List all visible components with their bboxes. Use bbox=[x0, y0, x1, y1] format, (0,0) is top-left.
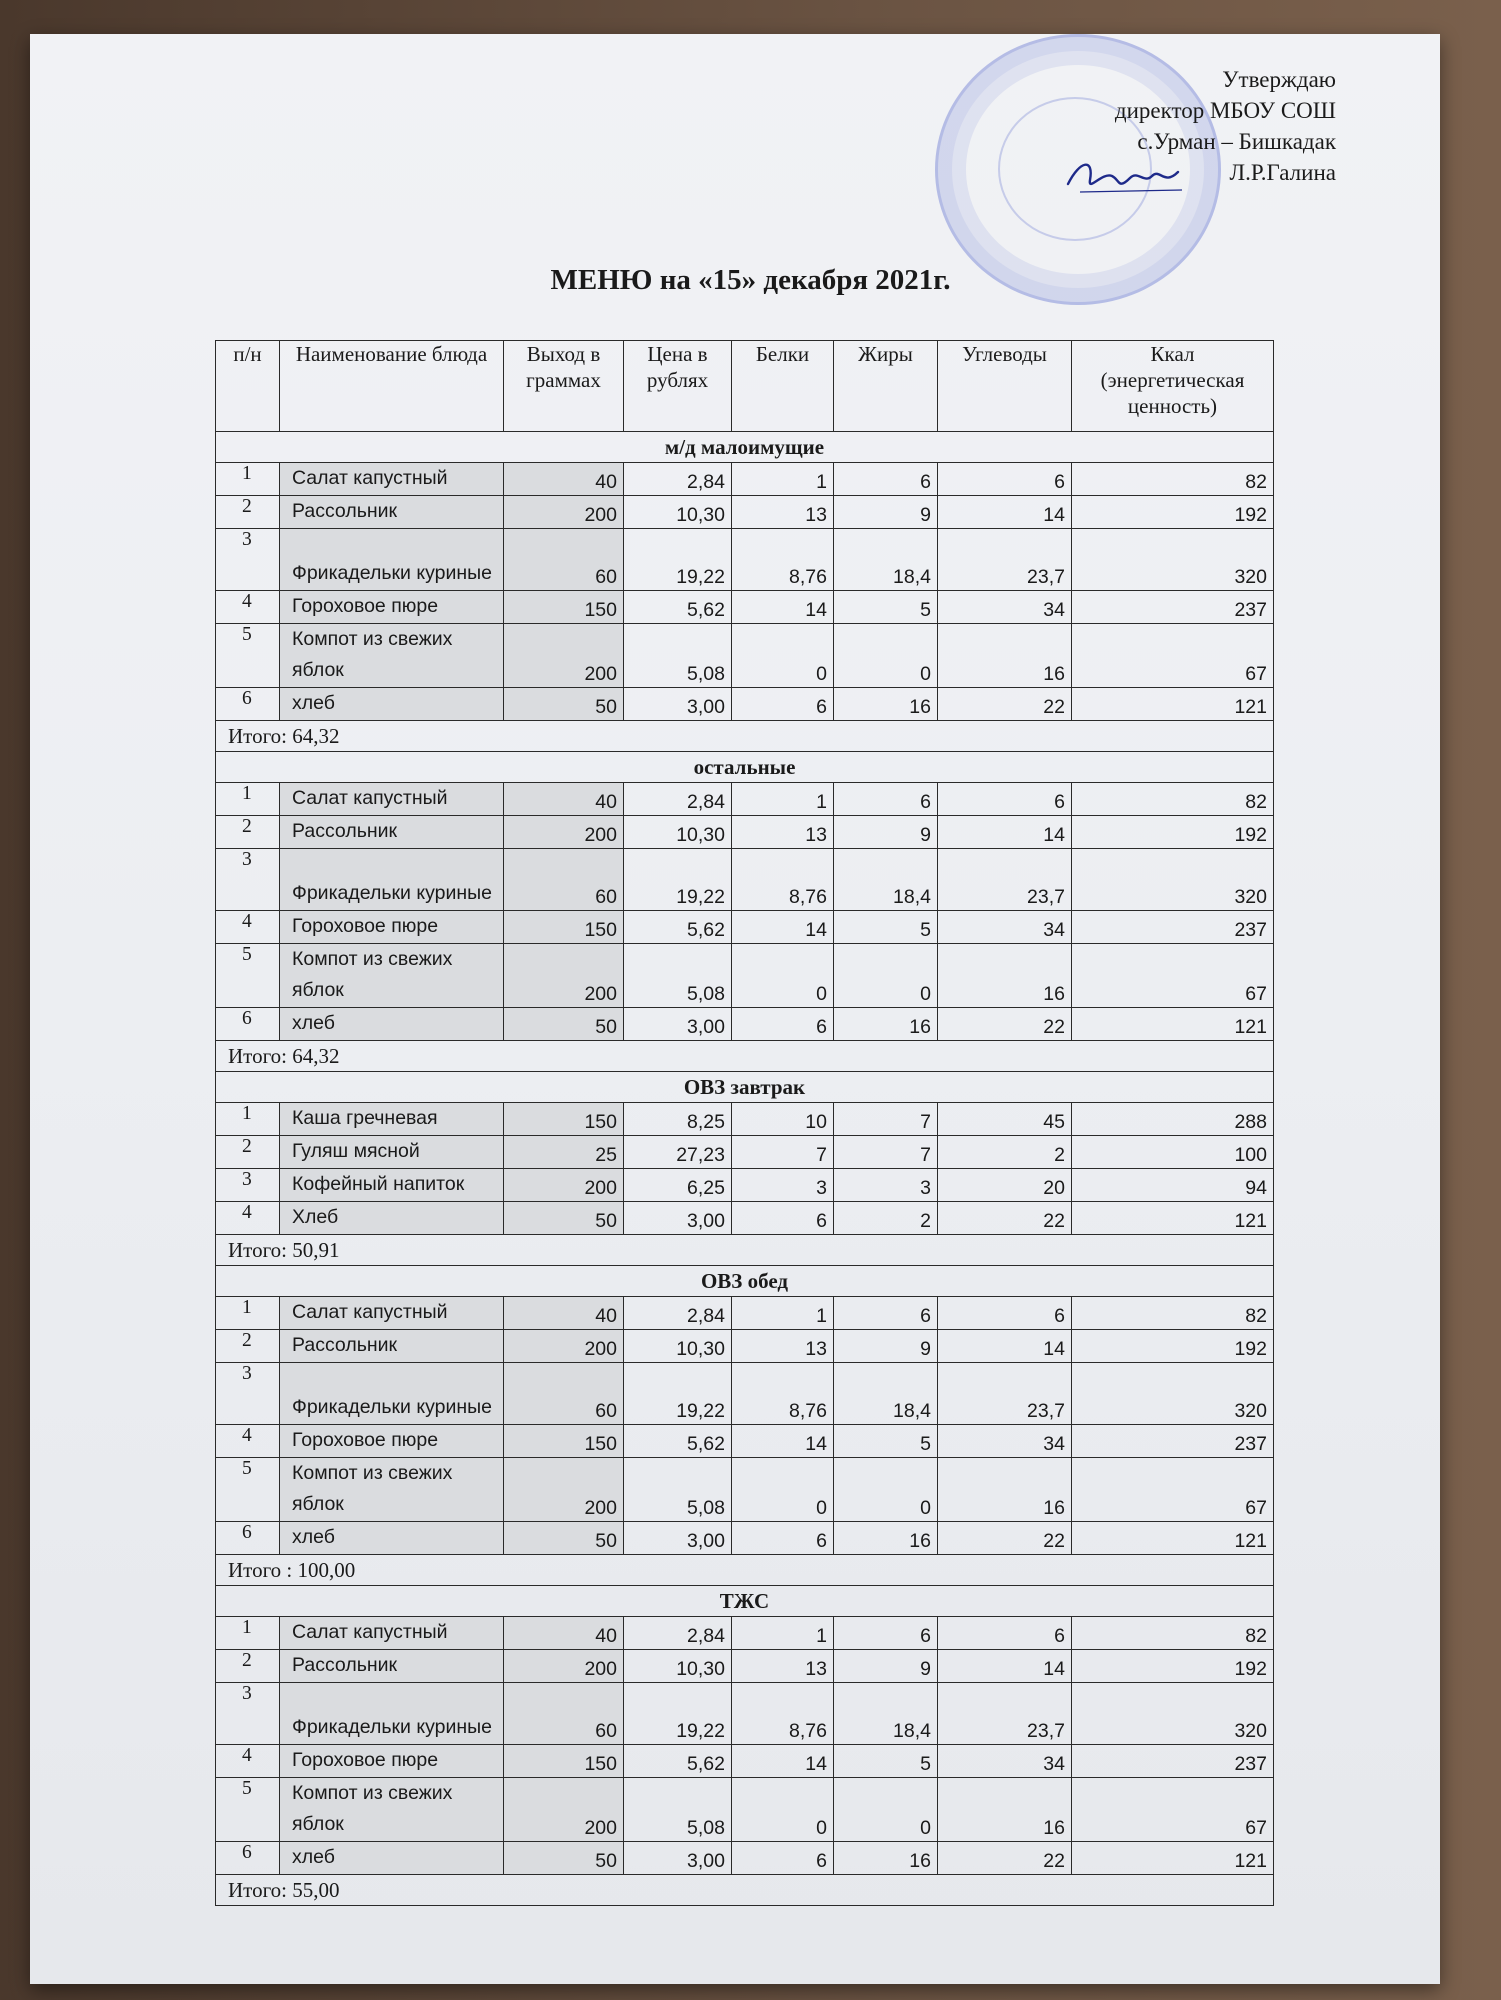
row-number: 2 bbox=[216, 1330, 280, 1363]
proteins: 1 bbox=[732, 1297, 834, 1330]
kcal: 320 bbox=[1072, 1683, 1274, 1745]
row-number: 6 bbox=[216, 1008, 280, 1041]
portion-grams: 200 bbox=[504, 1650, 624, 1683]
table-row bbox=[216, 1008, 1274, 1041]
column-header: п/н bbox=[216, 341, 280, 432]
fats: 7 bbox=[834, 1103, 938, 1136]
row-number: 4 bbox=[216, 591, 280, 624]
portion-grams: 60 bbox=[504, 849, 624, 911]
column-header: Жиры bbox=[834, 341, 938, 432]
menu-table bbox=[215, 340, 1274, 1906]
price-rub: 3,00 bbox=[624, 1842, 732, 1875]
row-number: 2 bbox=[216, 1136, 280, 1169]
table-row bbox=[216, 1617, 1274, 1650]
kcal: 94 bbox=[1072, 1169, 1274, 1202]
dish-name: Рассольник bbox=[280, 1330, 504, 1363]
fats: 6 bbox=[834, 1617, 938, 1650]
table-row bbox=[216, 624, 1274, 688]
approval-line: директор МБОУ СОШ bbox=[1114, 98, 1336, 123]
price-rub: 5,08 bbox=[624, 1778, 732, 1842]
kcal: 82 bbox=[1072, 1617, 1274, 1650]
portion-grams: 60 bbox=[504, 1363, 624, 1425]
carbohydrates: 6 bbox=[938, 1617, 1072, 1650]
section-total: Итого : 100,00 bbox=[216, 1555, 1274, 1586]
price-rub: 2,84 bbox=[624, 1617, 732, 1650]
kcal: 320 bbox=[1072, 529, 1274, 591]
table-row bbox=[216, 529, 1274, 591]
proteins: 8,76 bbox=[732, 1683, 834, 1745]
table-row bbox=[216, 911, 1274, 944]
kcal: 121 bbox=[1072, 688, 1274, 721]
fats: 3 bbox=[834, 1169, 938, 1202]
kcal: 121 bbox=[1072, 1842, 1274, 1875]
dish-name: Компот из свежих яблок bbox=[280, 1778, 504, 1842]
dish-name: Салат капустный bbox=[280, 463, 504, 496]
carbohydrates: 23,7 bbox=[938, 1683, 1072, 1745]
section-total: Итого: 50,91 bbox=[216, 1235, 1274, 1266]
kcal: 237 bbox=[1072, 1745, 1274, 1778]
portion-grams: 40 bbox=[504, 1297, 624, 1330]
carbohydrates: 23,7 bbox=[938, 849, 1072, 911]
fats: 9 bbox=[834, 496, 938, 529]
section-total: Итого: 64,32 bbox=[216, 1041, 1274, 1072]
price-rub: 5,62 bbox=[624, 1425, 732, 1458]
table-row bbox=[216, 1458, 1274, 1522]
row-number: 1 bbox=[216, 783, 280, 816]
fats: 6 bbox=[834, 783, 938, 816]
table-row bbox=[216, 1202, 1274, 1235]
approval-line: Утверждаю bbox=[1222, 67, 1336, 92]
dish-name: Фрикадельки куриные bbox=[280, 1363, 504, 1425]
portion-grams: 200 bbox=[504, 1330, 624, 1363]
fats: 0 bbox=[834, 1458, 938, 1522]
dish-name: хлеб bbox=[280, 1522, 504, 1555]
kcal: 82 bbox=[1072, 1297, 1274, 1330]
section-total-row bbox=[216, 1235, 1274, 1266]
dish-name: Рассольник bbox=[280, 816, 504, 849]
carbohydrates: 14 bbox=[938, 1330, 1072, 1363]
price-rub: 3,00 bbox=[624, 1008, 732, 1041]
table-row bbox=[216, 816, 1274, 849]
section-header bbox=[216, 432, 1274, 463]
dish-name: Компот из свежих яблок bbox=[280, 1458, 504, 1522]
dish-name: Рассольник bbox=[280, 1650, 504, 1683]
portion-grams: 50 bbox=[504, 1522, 624, 1555]
dish-name: Каша гречневая bbox=[280, 1103, 504, 1136]
table-row bbox=[216, 1297, 1274, 1330]
portion-grams: 50 bbox=[504, 1202, 624, 1235]
dish-name: Гороховое пюре bbox=[280, 1425, 504, 1458]
table-row bbox=[216, 463, 1274, 496]
carbohydrates: 22 bbox=[938, 688, 1072, 721]
price-rub: 10,30 bbox=[624, 1330, 732, 1363]
portion-grams: 200 bbox=[504, 1778, 624, 1842]
kcal: 192 bbox=[1072, 1650, 1274, 1683]
fats: 0 bbox=[834, 624, 938, 688]
fats: 16 bbox=[834, 688, 938, 721]
carbohydrates: 14 bbox=[938, 1650, 1072, 1683]
section-title: ОВЗ обед bbox=[216, 1266, 1274, 1297]
kcal: 237 bbox=[1072, 591, 1274, 624]
row-number: 4 bbox=[216, 1202, 280, 1235]
proteins: 10 bbox=[732, 1103, 834, 1136]
dish-name: Компот из свежих яблок bbox=[280, 944, 504, 1008]
proteins: 13 bbox=[732, 496, 834, 529]
section-title: остальные bbox=[216, 752, 1274, 783]
table-row bbox=[216, 1136, 1274, 1169]
price-rub: 5,08 bbox=[624, 944, 732, 1008]
fats: 16 bbox=[834, 1842, 938, 1875]
row-number: 6 bbox=[216, 1522, 280, 1555]
portion-grams: 150 bbox=[504, 591, 624, 624]
section-total-row bbox=[216, 1555, 1274, 1586]
carbohydrates: 22 bbox=[938, 1842, 1072, 1875]
dish-name: Компот из свежих яблок bbox=[280, 624, 504, 688]
price-rub: 19,22 bbox=[624, 529, 732, 591]
proteins: 3 bbox=[732, 1169, 834, 1202]
table-row bbox=[216, 944, 1274, 1008]
portion-grams: 200 bbox=[504, 496, 624, 529]
column-header: Наименование блюда bbox=[280, 341, 504, 432]
table-row bbox=[216, 1169, 1274, 1202]
price-rub: 10,30 bbox=[624, 1650, 732, 1683]
table-row bbox=[216, 783, 1274, 816]
dish-name: хлеб bbox=[280, 1008, 504, 1041]
table-row bbox=[216, 849, 1274, 911]
row-number: 5 bbox=[216, 944, 280, 1008]
kcal: 121 bbox=[1072, 1522, 1274, 1555]
portion-grams: 60 bbox=[504, 1683, 624, 1745]
section-header bbox=[216, 752, 1274, 783]
column-header: Цена в рублях bbox=[624, 341, 732, 432]
kcal: 121 bbox=[1072, 1008, 1274, 1041]
dish-name: Фрикадельки куриные bbox=[280, 529, 504, 591]
carbohydrates: 6 bbox=[938, 1297, 1072, 1330]
approval-block bbox=[1115, 64, 1336, 188]
column-header: Углеводы bbox=[938, 341, 1072, 432]
row-number: 2 bbox=[216, 816, 280, 849]
price-rub: 2,84 bbox=[624, 783, 732, 816]
section-title: ОВЗ завтрак bbox=[216, 1072, 1274, 1103]
dish-name: Салат капустный bbox=[280, 1617, 504, 1650]
kcal: 121 bbox=[1072, 1202, 1274, 1235]
row-number: 3 bbox=[216, 849, 280, 911]
row-number: 2 bbox=[216, 496, 280, 529]
price-rub: 19,22 bbox=[624, 1683, 732, 1745]
table-row bbox=[216, 1103, 1274, 1136]
row-number: 2 bbox=[216, 1650, 280, 1683]
portion-grams: 200 bbox=[504, 816, 624, 849]
row-number: 5 bbox=[216, 624, 280, 688]
carbohydrates: 6 bbox=[938, 783, 1072, 816]
fats: 5 bbox=[834, 591, 938, 624]
carbohydrates: 20 bbox=[938, 1169, 1072, 1202]
price-rub: 10,30 bbox=[624, 496, 732, 529]
kcal: 192 bbox=[1072, 496, 1274, 529]
fats: 18,4 bbox=[834, 849, 938, 911]
column-header: Белки bbox=[732, 341, 834, 432]
kcal: 67 bbox=[1072, 1458, 1274, 1522]
fats: 5 bbox=[834, 1745, 938, 1778]
dish-name: хлеб bbox=[280, 1842, 504, 1875]
proteins: 0 bbox=[732, 1778, 834, 1842]
table-row bbox=[216, 496, 1274, 529]
carbohydrates: 34 bbox=[938, 591, 1072, 624]
portion-grams: 25 bbox=[504, 1136, 624, 1169]
row-number: 3 bbox=[216, 1363, 280, 1425]
proteins: 6 bbox=[732, 688, 834, 721]
column-header: Выход в граммах bbox=[504, 341, 624, 432]
portion-grams: 200 bbox=[504, 1458, 624, 1522]
fats: 0 bbox=[834, 944, 938, 1008]
proteins: 13 bbox=[732, 1330, 834, 1363]
fats: 7 bbox=[834, 1136, 938, 1169]
row-number: 5 bbox=[216, 1778, 280, 1842]
proteins: 13 bbox=[732, 1650, 834, 1683]
proteins: 14 bbox=[732, 911, 834, 944]
row-number: 3 bbox=[216, 1683, 280, 1745]
dish-name: Гуляш мясной bbox=[280, 1136, 504, 1169]
table-row bbox=[216, 688, 1274, 721]
table-row bbox=[216, 591, 1274, 624]
approval-line: Л.Р.Галина bbox=[1229, 160, 1336, 185]
dish-name: хлеб bbox=[280, 688, 504, 721]
row-number: 4 bbox=[216, 1425, 280, 1458]
proteins: 1 bbox=[732, 463, 834, 496]
portion-grams: 200 bbox=[504, 944, 624, 1008]
dish-name: Салат капустный bbox=[280, 783, 504, 816]
section-total-row bbox=[216, 1041, 1274, 1072]
proteins: 0 bbox=[732, 944, 834, 1008]
fats: 6 bbox=[834, 1297, 938, 1330]
proteins: 7 bbox=[732, 1136, 834, 1169]
carbohydrates: 22 bbox=[938, 1522, 1072, 1555]
fats: 9 bbox=[834, 1330, 938, 1363]
fats: 9 bbox=[834, 816, 938, 849]
kcal: 192 bbox=[1072, 816, 1274, 849]
dish-name: Кофейный напиток bbox=[280, 1169, 504, 1202]
portion-grams: 150 bbox=[504, 1103, 624, 1136]
portion-grams: 40 bbox=[504, 463, 624, 496]
carbohydrates: 34 bbox=[938, 1425, 1072, 1458]
proteins: 1 bbox=[732, 1617, 834, 1650]
dish-name: Хлеб bbox=[280, 1202, 504, 1235]
dish-name: Гороховое пюре bbox=[280, 911, 504, 944]
fats: 18,4 bbox=[834, 529, 938, 591]
price-rub: 10,30 bbox=[624, 816, 732, 849]
price-rub: 2,84 bbox=[624, 463, 732, 496]
proteins: 8,76 bbox=[732, 529, 834, 591]
fats: 5 bbox=[834, 911, 938, 944]
carbohydrates: 16 bbox=[938, 1778, 1072, 1842]
table-row bbox=[216, 1330, 1274, 1363]
price-rub: 5,62 bbox=[624, 1745, 732, 1778]
price-rub: 5,08 bbox=[624, 1458, 732, 1522]
proteins: 8,76 bbox=[732, 849, 834, 911]
section-header bbox=[216, 1586, 1274, 1617]
table-row bbox=[216, 1363, 1274, 1425]
section-title: ТЖС bbox=[216, 1586, 1274, 1617]
approval-line: с.Урман – Бишкадак bbox=[1137, 129, 1336, 154]
table-header bbox=[216, 341, 1274, 432]
dish-name: Фрикадельки куриные bbox=[280, 849, 504, 911]
price-rub: 27,23 bbox=[624, 1136, 732, 1169]
fats: 5 bbox=[834, 1425, 938, 1458]
dish-name: Рассольник bbox=[280, 496, 504, 529]
kcal: 320 bbox=[1072, 1363, 1274, 1425]
carbohydrates: 16 bbox=[938, 1458, 1072, 1522]
row-number: 1 bbox=[216, 1617, 280, 1650]
carbohydrates: 6 bbox=[938, 463, 1072, 496]
row-number: 6 bbox=[216, 1842, 280, 1875]
section-total: Итого: 55,00 bbox=[216, 1875, 1274, 1906]
price-rub: 2,84 bbox=[624, 1297, 732, 1330]
carbohydrates: 14 bbox=[938, 816, 1072, 849]
section-title: м/д малоимущие bbox=[216, 432, 1274, 463]
row-number: 3 bbox=[216, 529, 280, 591]
row-number: 6 bbox=[216, 688, 280, 721]
portion-grams: 40 bbox=[504, 783, 624, 816]
proteins: 6 bbox=[732, 1202, 834, 1235]
carbohydrates: 16 bbox=[938, 944, 1072, 1008]
portion-grams: 50 bbox=[504, 1842, 624, 1875]
table-row bbox=[216, 1425, 1274, 1458]
row-number: 3 bbox=[216, 1169, 280, 1202]
fats: 18,4 bbox=[834, 1683, 938, 1745]
carbohydrates: 2 bbox=[938, 1136, 1072, 1169]
row-number: 4 bbox=[216, 911, 280, 944]
dish-name: Фрикадельки куриные bbox=[280, 1683, 504, 1745]
proteins: 14 bbox=[732, 591, 834, 624]
carbohydrates: 22 bbox=[938, 1202, 1072, 1235]
dish-name: Гороховое пюре bbox=[280, 591, 504, 624]
portion-grams: 50 bbox=[504, 1008, 624, 1041]
carbohydrates: 34 bbox=[938, 911, 1072, 944]
price-rub: 3,00 bbox=[624, 1202, 732, 1235]
carbohydrates: 22 bbox=[938, 1008, 1072, 1041]
dish-name: Салат капустный bbox=[280, 1297, 504, 1330]
price-rub: 5,62 bbox=[624, 911, 732, 944]
carbohydrates: 23,7 bbox=[938, 1363, 1072, 1425]
fats: 6 bbox=[834, 463, 938, 496]
carbohydrates: 34 bbox=[938, 1745, 1072, 1778]
price-rub: 19,22 bbox=[624, 1363, 732, 1425]
section-total-row bbox=[216, 1875, 1274, 1906]
kcal: 237 bbox=[1072, 1425, 1274, 1458]
kcal: 192 bbox=[1072, 1330, 1274, 1363]
portion-grams: 200 bbox=[504, 624, 624, 688]
table-row bbox=[216, 1745, 1274, 1778]
kcal: 320 bbox=[1072, 849, 1274, 911]
fats: 16 bbox=[834, 1522, 938, 1555]
section-total-row bbox=[216, 721, 1274, 752]
kcal: 82 bbox=[1072, 463, 1274, 496]
portion-grams: 40 bbox=[504, 1617, 624, 1650]
row-number: 4 bbox=[216, 1745, 280, 1778]
proteins: 6 bbox=[732, 1008, 834, 1041]
portion-grams: 200 bbox=[504, 1169, 624, 1202]
price-rub: 5,62 bbox=[624, 591, 732, 624]
kcal: 100 bbox=[1072, 1136, 1274, 1169]
proteins: 1 bbox=[732, 783, 834, 816]
kcal: 67 bbox=[1072, 1778, 1274, 1842]
carbohydrates: 23,7 bbox=[938, 529, 1072, 591]
proteins: 8,76 bbox=[732, 1363, 834, 1425]
proteins: 14 bbox=[732, 1425, 834, 1458]
fats: 2 bbox=[834, 1202, 938, 1235]
proteins: 0 bbox=[732, 1458, 834, 1522]
kcal: 288 bbox=[1072, 1103, 1274, 1136]
carbohydrates: 14 bbox=[938, 496, 1072, 529]
row-number: 5 bbox=[216, 1458, 280, 1522]
carbohydrates: 16 bbox=[938, 624, 1072, 688]
proteins: 6 bbox=[732, 1842, 834, 1875]
section-header bbox=[216, 1266, 1274, 1297]
proteins: 6 bbox=[732, 1522, 834, 1555]
portion-grams: 150 bbox=[504, 1425, 624, 1458]
price-rub: 3,00 bbox=[624, 1522, 732, 1555]
kcal: 82 bbox=[1072, 783, 1274, 816]
section-total: Итого: 64,32 bbox=[216, 721, 1274, 752]
carbohydrates: 45 bbox=[938, 1103, 1072, 1136]
table-row bbox=[216, 1842, 1274, 1875]
row-number: 1 bbox=[216, 1103, 280, 1136]
price-rub: 5,08 bbox=[624, 624, 732, 688]
section-header bbox=[216, 1072, 1274, 1103]
price-rub: 6,25 bbox=[624, 1169, 732, 1202]
document-title: МЕНЮ на «15» декабря 2021г. bbox=[550, 264, 951, 296]
fats: 9 bbox=[834, 1650, 938, 1683]
kcal: 67 bbox=[1072, 624, 1274, 688]
table-row bbox=[216, 1683, 1274, 1745]
kcal: 67 bbox=[1072, 944, 1274, 1008]
table-row bbox=[216, 1778, 1274, 1842]
dish-name: Гороховое пюре bbox=[280, 1745, 504, 1778]
table-body bbox=[216, 432, 1274, 1906]
price-rub: 3,00 bbox=[624, 688, 732, 721]
fats: 16 bbox=[834, 1008, 938, 1041]
row-number: 1 bbox=[216, 1297, 280, 1330]
table-row bbox=[216, 1522, 1274, 1555]
portion-grams: 150 bbox=[504, 1745, 624, 1778]
proteins: 14 bbox=[732, 1745, 834, 1778]
proteins: 13 bbox=[732, 816, 834, 849]
table-row bbox=[216, 1650, 1274, 1683]
kcal: 237 bbox=[1072, 911, 1274, 944]
portion-grams: 50 bbox=[504, 688, 624, 721]
fats: 0 bbox=[834, 1778, 938, 1842]
price-rub: 19,22 bbox=[624, 849, 732, 911]
portion-grams: 150 bbox=[504, 911, 624, 944]
fats: 18,4 bbox=[834, 1363, 938, 1425]
column-header: Ккал (энергетическая ценность) bbox=[1072, 341, 1274, 432]
row-number: 1 bbox=[216, 463, 280, 496]
price-rub: 8,25 bbox=[624, 1103, 732, 1136]
proteins: 0 bbox=[732, 624, 834, 688]
portion-grams: 60 bbox=[504, 529, 624, 591]
